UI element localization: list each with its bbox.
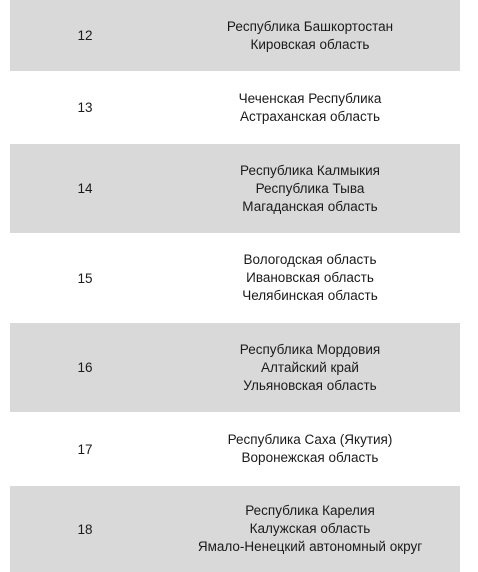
- rank-cell: 17: [77, 441, 93, 457]
- regions-cell: [160, 431, 460, 467]
- regions-cell: [160, 90, 460, 126]
- rank-cell: 18: [77, 521, 93, 537]
- table-row: [10, 0, 460, 71]
- regions-cell: [160, 18, 460, 54]
- region-name: Калужская область: [249, 521, 371, 536]
- region-name: Астраханская область: [239, 108, 381, 124]
- region-name: Воронежская область: [241, 450, 379, 465]
- rank-cell: 13: [77, 100, 93, 115]
- table-row: [10, 486, 460, 572]
- region-name: Республика Саха (Якутия): [227, 432, 393, 447]
- region-name: Республика Калмыкия: [240, 162, 380, 178]
- region-name: Челябинская область: [242, 288, 378, 303]
- region-name: Алтайский край: [261, 359, 359, 375]
- regions-cell: [160, 162, 460, 216]
- region-name: Вологодская область: [243, 252, 377, 267]
- rank-cell: 16: [77, 360, 93, 375]
- region-name: Магаданская область: [242, 198, 378, 214]
- region-name: Ямало-Ненецкий автономный округ: [197, 539, 423, 554]
- region-name: Ивановская область: [246, 270, 374, 285]
- table-row: [10, 144, 460, 233]
- region-name: Республика Тыва: [255, 180, 365, 196]
- regions-cell: [160, 502, 460, 556]
- region-name: Республика Мордовия: [239, 341, 381, 357]
- rank-cell: 12: [77, 28, 93, 43]
- table-row: [10, 323, 460, 412]
- table-row: [10, 412, 460, 486]
- ranking-table: [10, 0, 460, 572]
- region-name: Кировская область: [250, 36, 370, 52]
- table-row: [10, 233, 460, 323]
- table-row: [10, 71, 460, 144]
- rank-cell: 14: [77, 181, 93, 196]
- region-name: Республика Башкортостан: [226, 18, 394, 34]
- regions-cell: [160, 251, 460, 305]
- region-name: Республика Карелия: [245, 503, 375, 518]
- regions-cell: [160, 341, 460, 395]
- region-name: Чеченская Республика: [238, 90, 382, 106]
- region-name: Ульяновская область: [243, 377, 377, 393]
- rank-cell: 15: [77, 270, 93, 286]
